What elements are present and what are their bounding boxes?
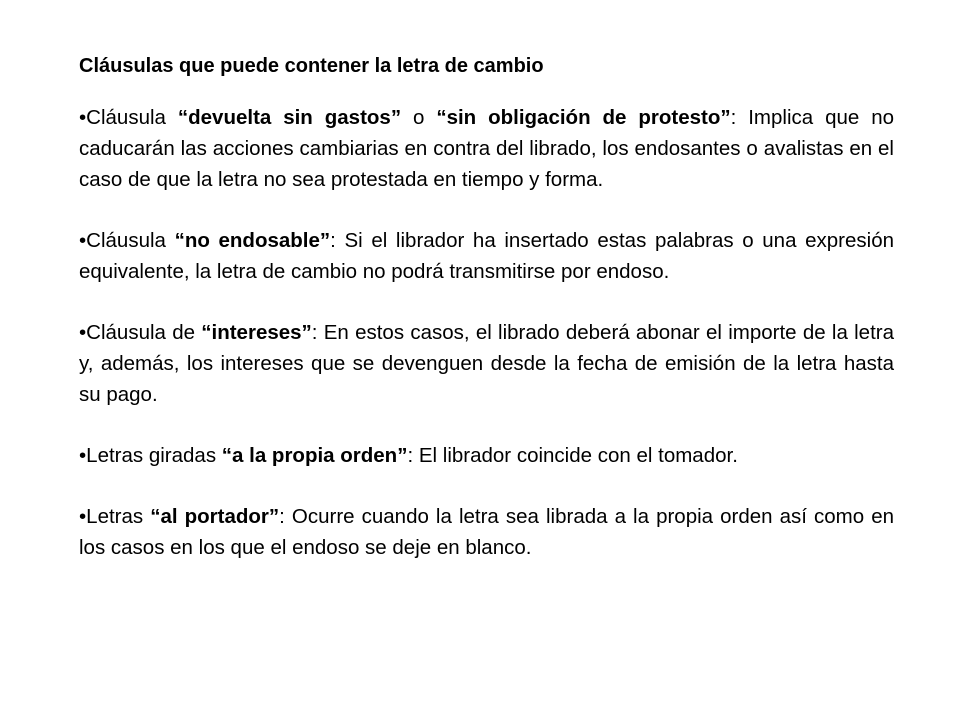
clause-description: : El librador coincide con el tomador. [407,444,738,467]
clause-description: : Ocurre cuando la letra sea librada a la propia orden así como en los casos en los que el endoso se deje en blanco. [79,505,894,559]
clause-description: : Si el librador ha insertado estas palabras o una expresión equivalente, la letra de cambio no podrá transmitirse por endoso. [79,229,894,283]
clause-term: “intereses” [201,321,312,344]
clause-prefix: •Cláusula [79,229,175,252]
slide-content [79,52,894,593]
clause-term: “a la propia orden” [221,444,408,467]
clause-al-portador [79,501,894,563]
clause-prefix: •Letras [79,505,151,528]
clause-connector: o [401,106,437,129]
clause-propia-orden [79,440,894,471]
clause-devuelta-sin-gastos [79,102,894,195]
slide-title: Cláusulas que puede contener la letra de cambio [79,55,544,77]
clause-no-endosable [79,225,894,287]
clause-term: “no endosable” [174,229,331,252]
clause-prefix: •Cláusula de [79,321,202,344]
clause-prefix: •Letras giradas [79,444,222,467]
clause-term: “devuelta sin gastos” [177,106,402,129]
clause-description: : En estos casos, el librado deberá abonar el importe de la letra y, además, los intereses que se devenguen desde la fecha de emisión de la letra hasta su pago. [79,321,894,406]
clause-term-secondary: “sin obligación de protesto” [436,106,731,129]
clause-term: “al portador” [150,505,280,528]
clause-intereses [79,317,894,410]
clause-prefix: •Cláusula [79,106,178,129]
clause-description: : Implica que no caducarán las acciones cambiarias en contra del librado, los endosantes o avalistas en el caso de que la letra no sea protestada en tiempo y forma. [79,106,894,191]
